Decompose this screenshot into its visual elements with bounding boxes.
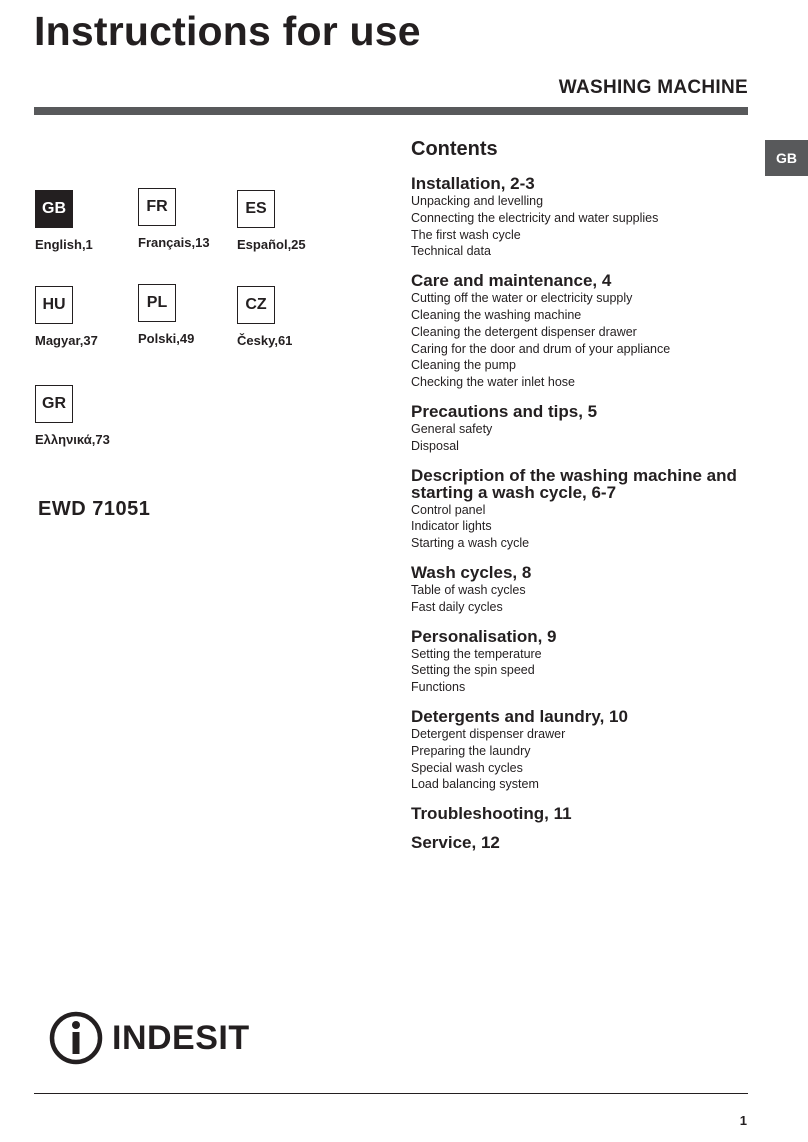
section-item[interactable]: Cutting off the water or electricity supply (411, 291, 633, 306)
section-item[interactable]: Cleaning the washing machine (411, 307, 582, 322)
contents-section (411, 272, 756, 391)
language-label: Ελληνικά,73 (35, 432, 110, 447)
section-heading[interactable]: Description of the washing machine and starting a wash cycle, 6-7 (411, 465, 737, 502)
section-item[interactable]: Setting the spin speed (411, 663, 535, 678)
language-label: Español,25 (237, 237, 306, 252)
page-title: Instructions for use (34, 8, 421, 54)
section-heading[interactable]: Precautions and tips, 5 (411, 401, 598, 421)
section-item[interactable]: The first wash cycle (411, 227, 521, 242)
section-item[interactable]: Disposal (411, 438, 459, 453)
language-code-box: ES (237, 190, 275, 228)
section-heading[interactable]: Detergents and laundry, 10 (411, 706, 628, 726)
section-item[interactable]: Preparing the laundry (411, 743, 531, 758)
section-heading[interactable]: Installation, 2-3 (411, 174, 535, 193)
contents-section (411, 467, 756, 552)
language-code-box: GR (35, 385, 73, 423)
section-item[interactable]: Unpacking and levelling (411, 194, 544, 208)
language-code-box: PL (138, 284, 176, 322)
section-item[interactable]: Indicator lights (411, 519, 492, 534)
header-divider (34, 107, 748, 115)
section-heading[interactable]: Troubleshooting, 11 (411, 804, 572, 824)
section-item[interactable]: Fast daily cycles (411, 599, 503, 614)
language-option-gr[interactable] (35, 385, 110, 447)
section-heading[interactable]: Service, 12 (411, 833, 500, 853)
section-item[interactable]: Functions (411, 680, 466, 695)
footer-divider (34, 1093, 748, 1094)
contents-section (411, 628, 756, 696)
contents-title: Contents (411, 138, 498, 160)
indesit-logo-icon (48, 1010, 104, 1066)
section-heading[interactable]: Wash cycles, 8 (411, 562, 532, 582)
language-option-cz[interactable] (237, 286, 292, 348)
section-heading[interactable]: Care and maintenance, 4 (411, 271, 612, 291)
brand-wordmark: INDESIT (112, 1018, 250, 1057)
contents-section (411, 708, 756, 793)
language-option-gb[interactable] (35, 190, 93, 252)
section-heading[interactable]: Personalisation, 9 (411, 626, 557, 646)
language-code-box: FR (138, 188, 176, 226)
section-item[interactable]: Special wash cycles (411, 760, 523, 775)
section-item[interactable]: General safety (411, 421, 493, 436)
contents-sections (411, 175, 756, 851)
section-item[interactable]: Table of wash cycles (411, 582, 526, 597)
table-of-contents (411, 138, 756, 863)
language-option-pl[interactable] (138, 284, 194, 346)
section-item[interactable]: Starting a wash cycle (411, 536, 530, 551)
language-code-box: CZ (237, 286, 275, 324)
brand-logo (48, 1010, 250, 1066)
language-option-hu[interactable] (35, 286, 98, 348)
contents-section (411, 564, 756, 616)
section-item[interactable]: Setting the temperature (411, 646, 542, 661)
section-item[interactable]: Checking the water inlet hose (411, 375, 575, 390)
document-subtitle: WASHING MACHINE (558, 77, 748, 98)
language-option-es[interactable] (237, 190, 306, 252)
language-label: Polski,49 (138, 331, 195, 346)
contents-section (411, 805, 756, 822)
section-item[interactable]: Cleaning the pump (411, 358, 516, 373)
language-code-box: HU (35, 286, 73, 324)
model-number: EWD 71051 (38, 498, 151, 520)
contents-section (411, 403, 756, 455)
contents-section (411, 834, 756, 851)
language-code-box: GB (35, 190, 73, 228)
section-item[interactable]: Connecting the electricity and water supplies (411, 210, 659, 225)
language-label: English,1 (35, 237, 93, 252)
section-item[interactable]: Caring for the door and drum of your appliance (411, 341, 671, 356)
section-item[interactable]: Technical data (411, 244, 491, 259)
section-item[interactable]: Control panel (411, 502, 486, 517)
page-number: 1 (739, 1113, 747, 1128)
section-item[interactable]: Detergent dispenser drawer (411, 726, 566, 741)
section-item[interactable]: Load balancing system (411, 777, 539, 792)
language-side-tab: GB (765, 140, 808, 176)
language-label: Français,13 (138, 235, 210, 250)
language-label: Česky,61 (237, 333, 293, 348)
language-option-fr[interactable] (138, 188, 210, 250)
section-item[interactable]: Cleaning the detergent dispenser drawer (411, 324, 637, 339)
language-label: Magyar,37 (35, 333, 98, 348)
contents-section (411, 175, 756, 260)
